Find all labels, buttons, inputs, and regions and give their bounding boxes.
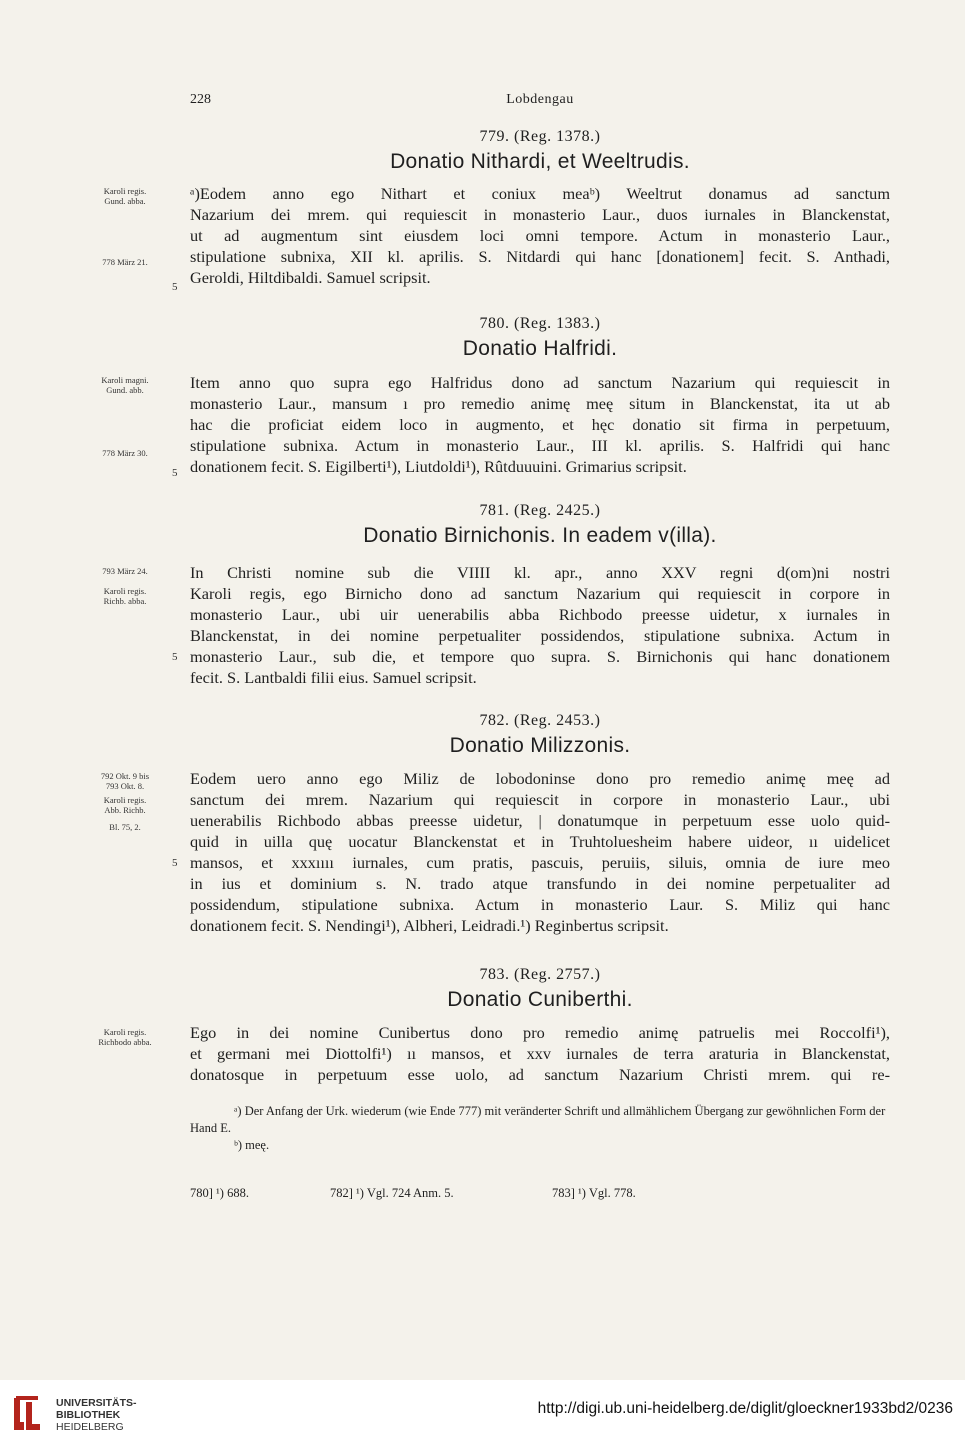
margin-note-ruler: Karoli regis. Richb. abba. <box>103 586 147 606</box>
text-line: In Christi nomine sub die VIIII kl. apr., anno XXV regni d(om)ni nostri <box>190 563 890 582</box>
entry-779-heading <box>190 128 890 174</box>
footnote-b: ᵇ) meę. <box>234 1138 270 1152</box>
entry-781-text <box>190 562 890 688</box>
text-line: stipulatione subnixa, XII kl. aprilis. S. Nitdardi qui hanc [donationem] fecit. S. Anthadi, <box>190 247 890 266</box>
margin-note-ruler: Karoli regis. Gund. abba. <box>103 186 147 206</box>
entry-783-text <box>190 1022 890 1085</box>
page-header <box>190 92 890 112</box>
text-line: Item anno quo supra ego Halfridus dono ad sanctum Nazarium qui requiescit in <box>190 373 890 392</box>
entry-783-heading <box>190 966 890 1012</box>
text-line: in ius et dominium s. N. trado atque transfundo in dei nomine perpetualiter ad <box>190 874 890 893</box>
footnote-a: ᵃ) Der Anfang der Urk. wiederum (wie Ende 777) mit veränderter Schrift und allmählichem Übergang zur gewöhnlichen Form der Hand E. <box>190 1104 886 1135</box>
permalink-url[interactable]: http://digi.ub.uni-heidelberg.de/diglit/gloeckner1933bd2/0236 <box>537 1400 953 1417</box>
line-number: 5 <box>172 467 178 479</box>
entry-780-heading <box>190 315 890 361</box>
entry-reg: 782. (Reg. 2453.) <box>479 712 601 729</box>
text-line: monasterio Laur., sub die, et tempore quo supra. S. Birnichonis qui hanc donationem <box>190 647 890 666</box>
line-number: 5 <box>172 857 178 869</box>
entry-780-text <box>190 372 890 477</box>
line-number: 5 <box>172 281 178 293</box>
margin-note-folio: Bl. 75, 2. <box>109 822 141 832</box>
text-line: hac die proficiat eidem loco in augmento, et hęc donatio sit firma in perpetuum, <box>190 415 890 434</box>
margin-note-ruler: Karoli regis. Abb. Richb. <box>103 795 147 815</box>
text-line: possidendum, stipulatione subnixa. Actum in monasterio Laur. S. Miliz qui hanc <box>190 895 890 914</box>
margin-note-date: 793 März 24. <box>102 566 148 576</box>
margin-note-ruler: Karoli regis. Richbodo abba. <box>98 1027 152 1047</box>
text-line: fecit. S. Lantbaldi filii eius. Samuel scripsit. <box>190 668 477 687</box>
entry-title: Donatio Nithardi, et Weeltrudis. <box>390 150 690 173</box>
text-line: sanctum dei mrem. Nazarium qui requiescit in corpore in monasterio Laur., ubi <box>190 790 890 809</box>
library-name: UNIVERSITÄTS- BIBLIOTHEK HEIDELBERG <box>56 1397 137 1433</box>
entry-title: Donatio Birnichonis. In eadem v(illa). <box>363 524 717 547</box>
footer-bar <box>0 1380 965 1452</box>
entry-reg: 783. (Reg. 2757.) <box>479 966 601 983</box>
text-line: monasterio Laur., ubi uir uenerabilis abba Richbodo preesse uidetur, x iurnales in <box>190 605 890 624</box>
text-line: monasterio Laur., mansum ı pro remedio animę meę situm in Blanckenstat, ita ut ab <box>190 394 890 413</box>
text-line: Nazarium dei mrem. qui requiescit in monasterio Laur., duos iurnales in Blanckenstat, <box>190 205 890 224</box>
text-line: donatosque in perpetuum esse uolo, ad sanctum Nazarium Christi mrem. qui re- <box>190 1065 890 1084</box>
library-logo-icon <box>10 1394 44 1434</box>
text-line: ᵃ)Eodem anno ego Nithart et coniux meaᵇ) Weeltrut donamus ad sanctum <box>190 184 890 203</box>
text-line: Ego in dei nomine Cunibertus dono pro remedio animę patruelis mei Roccolfi¹), <box>190 1023 890 1042</box>
line-number: 5 <box>172 651 178 663</box>
text-line: Karoli regis, ego Birnicho dono ad sanctum Nazarium qui requiescit in corpore in <box>190 584 890 603</box>
text-line: stipulatione subnixa. Actum in monasterio Laur., III kl. aprilis. S. Halfridi qui hanc <box>190 436 890 455</box>
entry-title: Donatio Cuniberthi. <box>447 988 633 1011</box>
margin-note-date: 792 Okt. 9 bis 793 Okt. 8. <box>100 771 150 791</box>
text-line: donationem fecit. S. Nendingi¹), Albheri, Leidradi.¹) Reginbertus scripsit. <box>190 916 669 935</box>
text-line: ut ad augmentum sint eiusdem loci omni tempore. Actum in monasterio Laur., <box>190 226 890 245</box>
crit-note: 780] ¹) 688. <box>190 1186 249 1200</box>
crit-note: 782] ¹) Vgl. 724 Anm. 5. <box>330 1186 454 1200</box>
text-line: uenerabilis Richbodo abbas preesse uidetur, | donatumque in perpetuum esse uolo quid- <box>190 811 890 830</box>
entry-reg: 779. (Reg. 1378.) <box>479 128 601 145</box>
entry-781-heading <box>190 502 890 548</box>
margin-note-ruler: Karoli magni. Gund. abb. <box>101 375 149 395</box>
entry-reg: 780. (Reg. 1383.) <box>479 315 601 332</box>
entry-title: Donatio Halfridi. <box>462 337 618 360</box>
text-line: Blanckenstat, in dei nomine perpetualiter possidendos, stipulatione subnixa. Actum in <box>190 626 890 645</box>
crit-note: 783] ¹) Vgl. 778. <box>552 1186 636 1200</box>
text-line: Eodem uero anno ego Miliz de lobodoninse dono pro remedio animę meę ad <box>190 769 890 788</box>
footnotes <box>190 1103 890 1154</box>
margin-note-date: 778 März 30. <box>102 448 148 458</box>
entry-782-heading <box>190 712 890 758</box>
page-number: 228 <box>190 92 211 107</box>
margin-note-date: 778 März 21. <box>102 257 148 267</box>
running-title: Lobdengau <box>506 92 574 107</box>
entry-title: Donatio Milizzonis. <box>449 734 631 757</box>
text-line: donationem fecit. S. Eigilberti¹), Liutdoldi¹), Rûtduuuini. Grimarius scripsit. <box>190 457 687 476</box>
entry-779-text <box>190 183 890 288</box>
entry-782-text <box>190 768 890 936</box>
entry-reg: 781. (Reg. 2425.) <box>479 502 601 519</box>
text-line: mansos, et xxxıııı iurnales, cum pratis, pascuis, peruiis, siluis, omnia de iure meo <box>190 853 890 872</box>
text-line: et germani mei Diottolfi¹) ıı mansos, et xxv iurnales de terra araturia in Blanckenstat, <box>190 1044 890 1063</box>
text-line: quid in uilla quę uocatur Blanckenstat et in Truhtoluesheim habere uideor, ıı uidelicet <box>190 832 890 851</box>
text-line: Geroldi, Hiltdibaldi. Samuel scripsit. <box>190 268 431 287</box>
